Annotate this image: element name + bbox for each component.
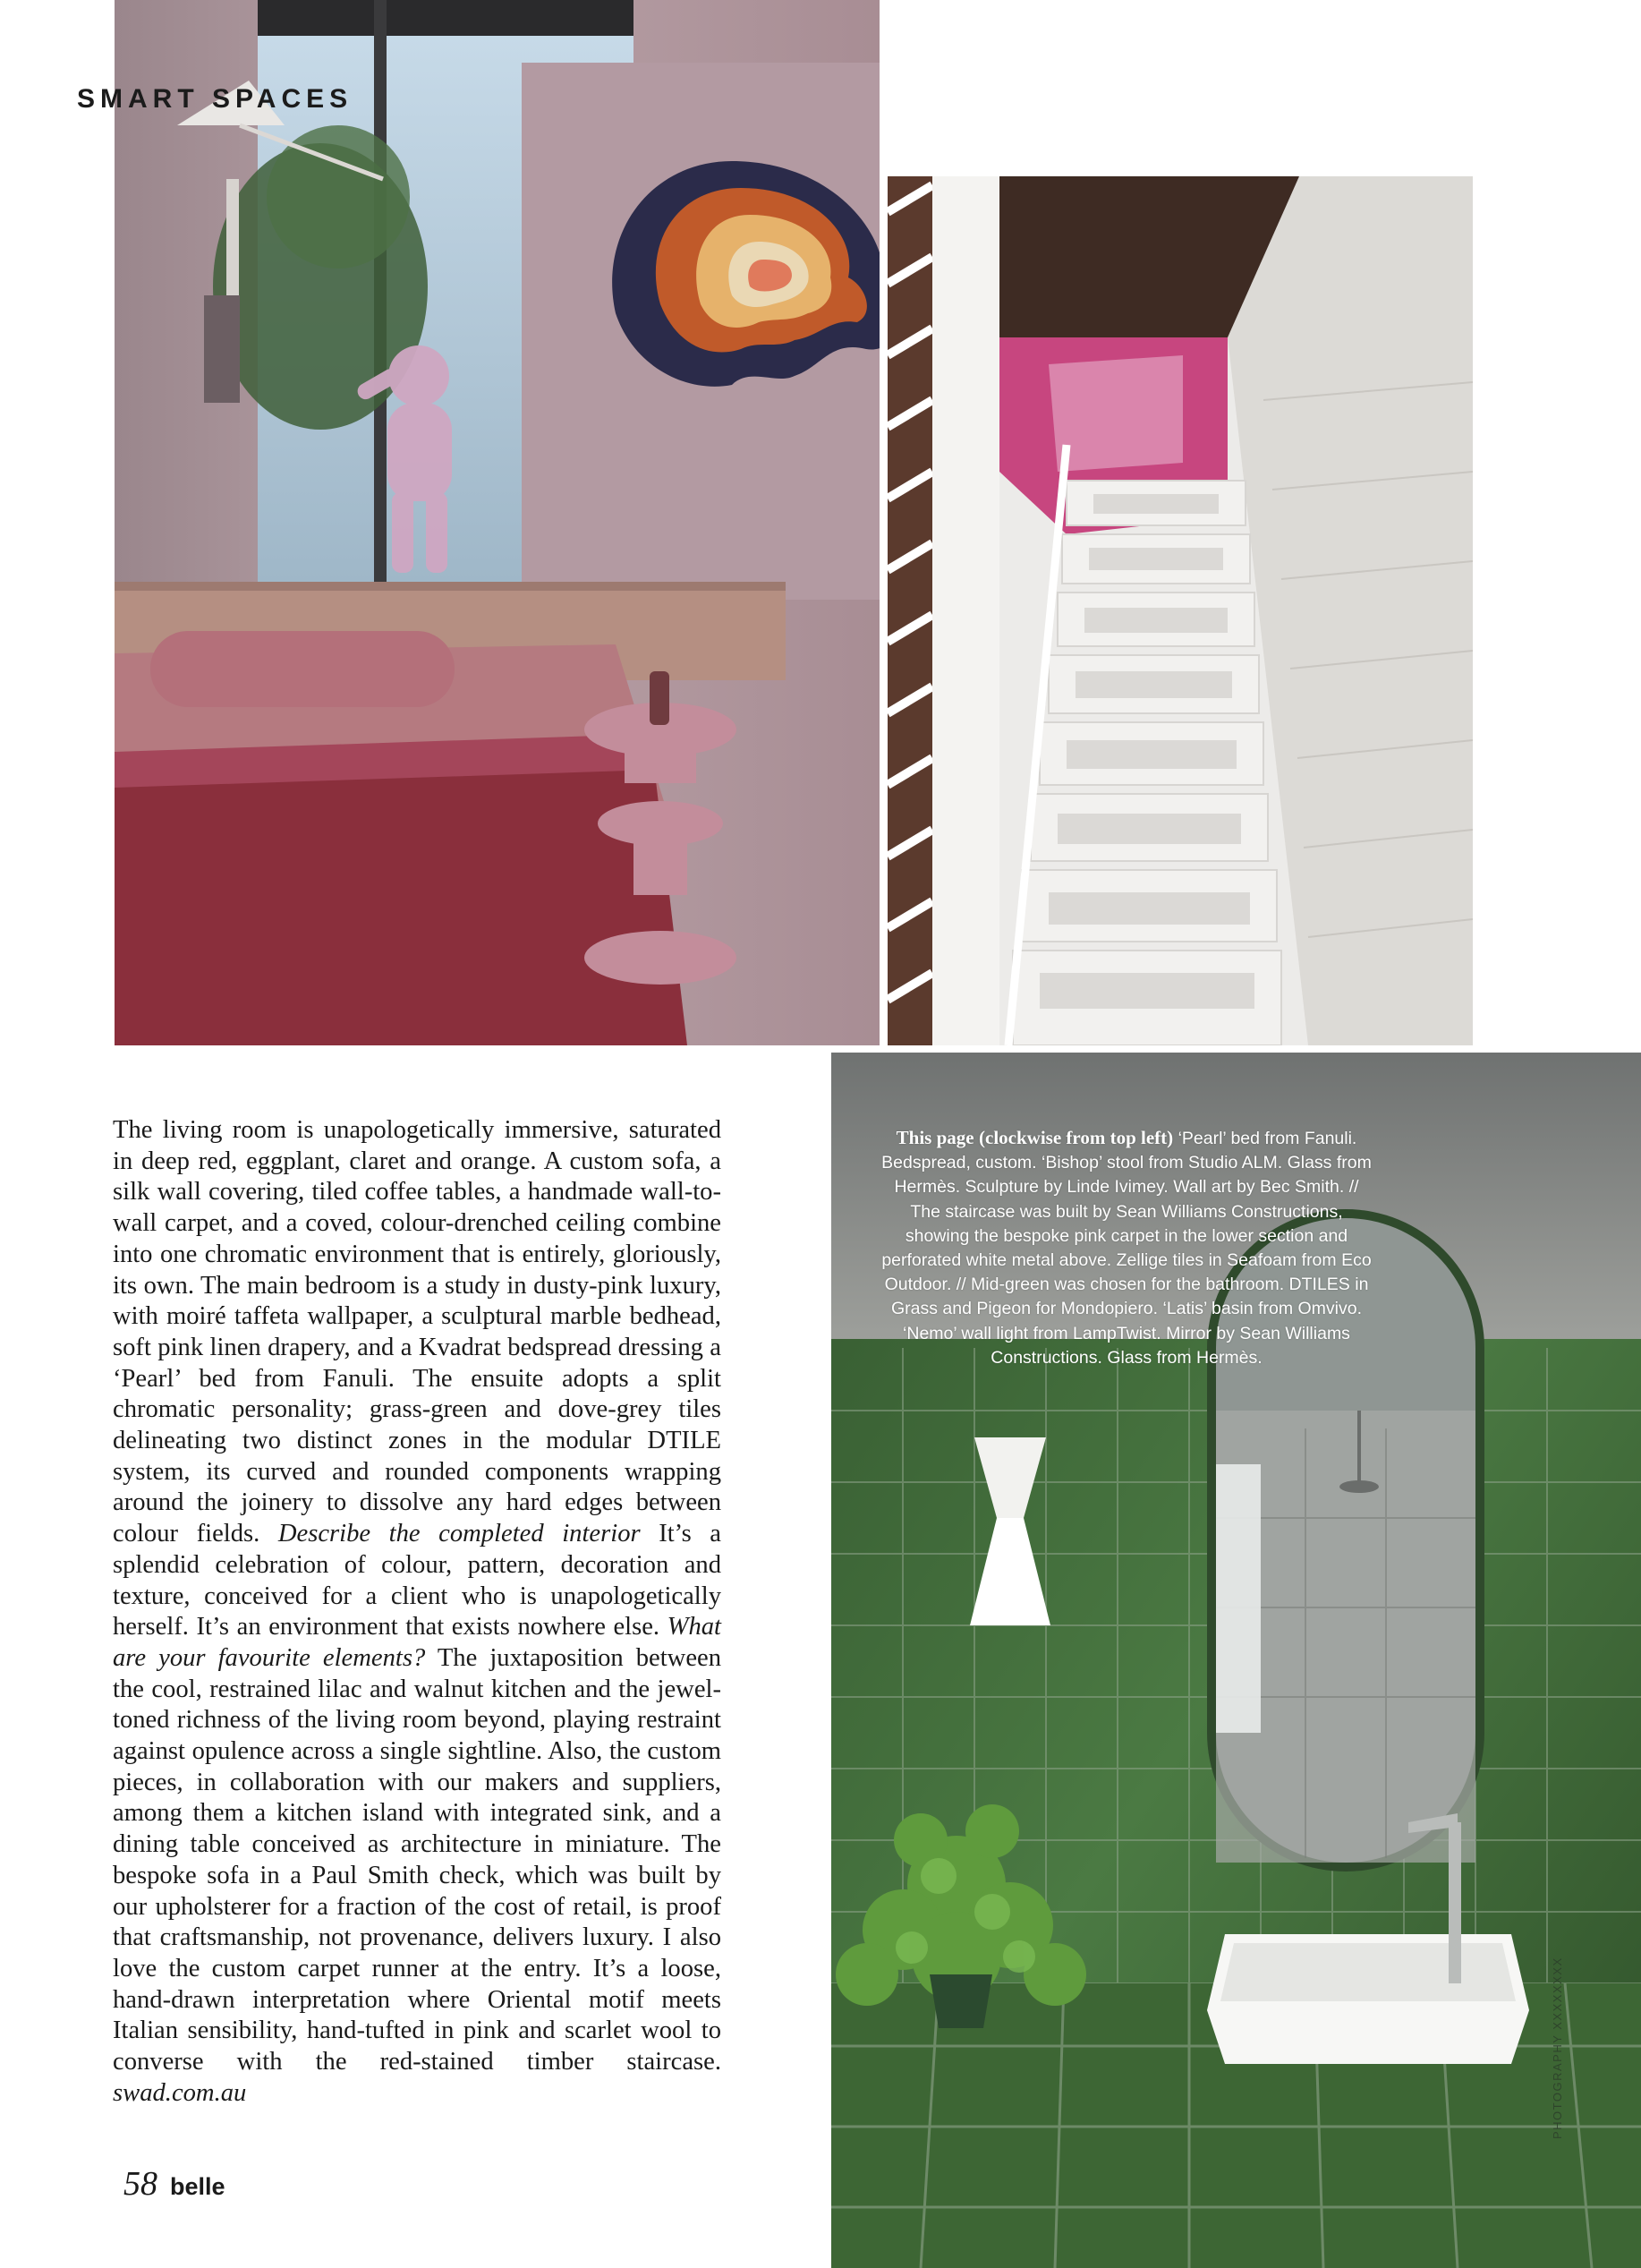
caption-lead-paren: (clockwise from top left) xyxy=(979,1127,1174,1148)
photo-credit: PHOTOGRAPHY XXXXXXXX xyxy=(1551,1957,1564,2139)
bedroom-photo xyxy=(115,0,880,1045)
bedroom-illustration xyxy=(115,0,880,1045)
staircase-illustration xyxy=(888,176,1473,1045)
article-body xyxy=(113,1115,721,2110)
body-paragraph-1: The living room is unapologetically immersive, saturated in deep red, eggplant, claret and orange. A custom sofa, a silk wall covering, tiled coffee tables, a handmade wall-to-wall carpet, and a coved, colour-drenched ceiling combine into one chromatic environment that is entirely, gloriously, its own. The main bedroom is a study in dusty-pink luxury, with moiré taffeta wallpaper, a sculptural marble bedhead, soft pink linen drapery, and a Kvadrat bedspread dressing a ‘Pearl’ bed from Fanuli. The ensuite adopts a split chromatic personality; grass-green and dove-grey tiles delineating two distinct zones in the modular DTILE system, its curved and rounded components wrapping around the joinery to dissolve any hard edges between colour fields. xyxy=(113,1116,721,1548)
interview-question-2: What are your favourite elements? xyxy=(113,1613,721,1672)
caption-text: ‘Pearl’ bed from Fanuli. Bedspread, custom. ‘Bishop’ stool from Studio ALM. Glass from Hermès. Sculpture by Linde Ivimey. Wall art by Bec Smith. // The staircase was built by Sean Williams Constructions, showing the bespoke pink carpet in the lower section and perforated white metal above. Zellige tiles in Seafoam from Eco Outdoor. // Mid-green was chosen for the bathroom. DTILES in Grass and Pigeon for Mondopiero. ‘Latis’ basin from Omvivo. ‘Nemo’ wall light from LampTwist. Mirror by Sean Williams Constructions. Glass from Hermès. xyxy=(881,1129,1372,1368)
staircase-photo xyxy=(888,176,1473,1045)
section-header: SMART SPACES xyxy=(77,84,353,114)
magazine-name: belle xyxy=(170,2173,225,2200)
page-number: 58 xyxy=(123,2165,157,2203)
body-paragraph-2: It’s a splendid celebration of colour, pattern, decoration and texture, conceived for a client who is unapologetically herself. It’s an environment that exists nowhere else. xyxy=(113,1520,721,1641)
photo-caption xyxy=(881,1126,1372,1370)
interview-question-1: Describe the completed interior xyxy=(277,1520,641,1548)
website-url: swad.com.au xyxy=(113,2078,247,2107)
body-paragraph-3: The juxtaposition between the cool, restrained lilac and walnut kitchen and the jewel-toned richness of the living room beyond, playing restraint against opulence across a single sightline. Also, the custom pieces, in collaboration with our makers and suppliers, among them a kitchen island with integrated sink, and a dining table conceived as architecture in miniature. The bespoke sofa in a Paul Smith check, which was built by our upholsterer for a fraction of the cost of retail, is proof that craftsmanship, not provenance, delivers luxury. I also love the custom carpet runner at the entry. It’s a loose, hand-drawn interpretation where Oriental motif meets Italian sensibility, hand-tufted in pink and scarlet wool to converse with the red-stained timber staircase. xyxy=(113,1643,722,2076)
caption-lead: This page xyxy=(896,1127,974,1148)
